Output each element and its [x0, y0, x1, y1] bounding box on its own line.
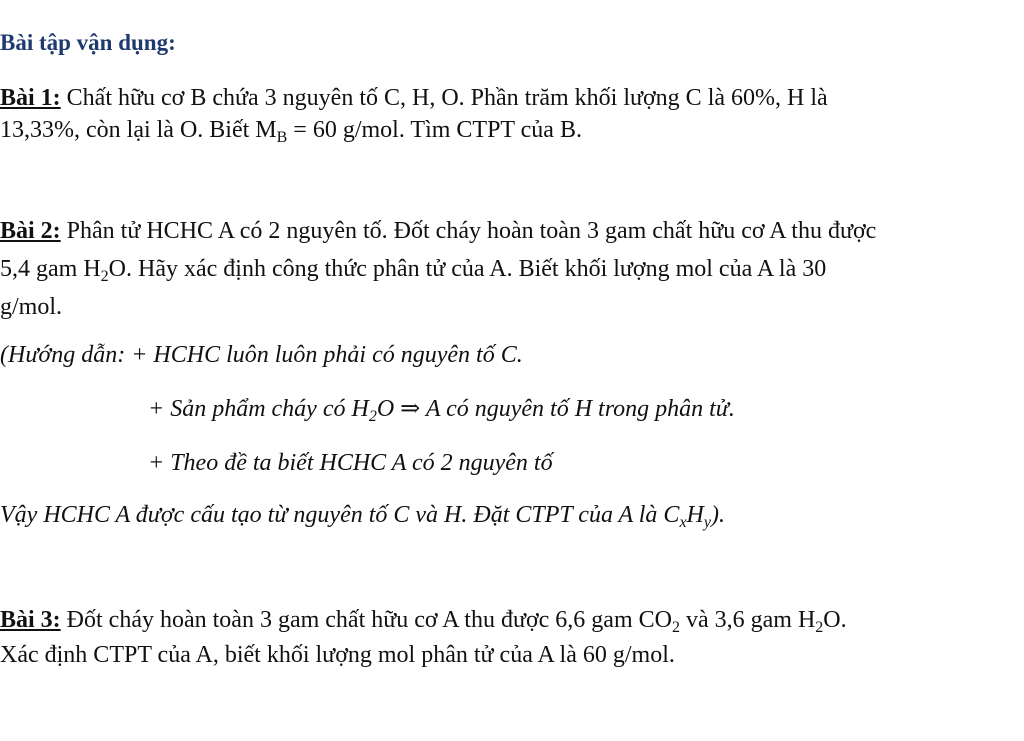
guide-line-4 — [0, 500, 725, 530]
guide-line-1: (Hướng dẫn: + HCHC luôn luôn phải có nguyên tố C. — [0, 342, 523, 368]
bai3-sub-co2: 2 — [671, 619, 680, 636]
bai2-text-2a: 5,4 gam H — [0, 256, 101, 282]
bai1-line-2 — [0, 115, 582, 145]
bai1-label: Bài 1: — [0, 85, 61, 111]
guide-text-4h: H — [686, 502, 704, 528]
guide-sub-2: 2 — [368, 408, 377, 425]
bai2-text-1: Phân tử HCHC A có 2 nguyên tố. Đốt cháy hoàn toàn 3 gam chất hữu cơ A thu được — [60, 218, 877, 244]
bai3-line-1 — [0, 605, 847, 635]
bai1-text-2b: = 60 g/mol. Tìm CTPT của B. — [287, 117, 582, 143]
bai1-sub-b: B — [276, 129, 288, 146]
guide-text-2a: + Sản phẩm cháy có H — [148, 396, 369, 422]
bai2-text-2b: O. Hãy xác định công thức phân tử của A. Biết khối lượng mol của A là 30 — [108, 256, 827, 282]
bai2-label: Bài 2: — [0, 218, 61, 244]
bai2-line-1 — [0, 216, 876, 246]
bai3-text-1a: Đốt cháy hoàn toàn 3 gam chất hữu cơ A thu được 6,6 gam CO — [60, 607, 672, 633]
bai1-text-2a: 13,33%, còn lại là O. Biết M — [0, 117, 277, 143]
guide-text-2b: O ⇒ A có nguyên tố H trong phân tử. — [376, 396, 735, 422]
bai3-label: Bài 3: — [0, 607, 61, 633]
guide-line-2 — [148, 394, 735, 424]
guide-sub-y: y — [703, 514, 711, 531]
section-heading: Bài tập vận dụng: — [0, 30, 176, 55]
bai1-text-1: Chất hữu cơ B chứa 3 nguyên tố C, H, O. Phần trăm khối lượng C là 60%, H là — [60, 85, 828, 111]
bai2-sub-2: 2 — [100, 268, 109, 285]
bai3-text-1b: và 3,6 gam H — [679, 607, 816, 633]
bai3-text-1c: O. — [823, 607, 847, 633]
guide-text-4a: Vậy HCHC A được cấu tạo từ nguyên tố C và H. Đặt CTPT của A là C — [0, 502, 680, 528]
bai2-line-2 — [0, 254, 826, 284]
guide-text-4end: ). — [711, 502, 725, 528]
guide-sub-x: x — [679, 514, 687, 531]
bai2-line-3: g/mol. — [0, 294, 63, 320]
bai3-sub-h2o: 2 — [815, 619, 824, 636]
bai3-line-2: Xác định CTPT của A, biết khối lượng mol phân tử của A là 60 g/mol. — [0, 642, 675, 668]
guide-line-3: + Theo đề ta biết HCHC A có 2 nguyên tố — [148, 450, 553, 476]
bai1-line-1 — [0, 83, 828, 113]
